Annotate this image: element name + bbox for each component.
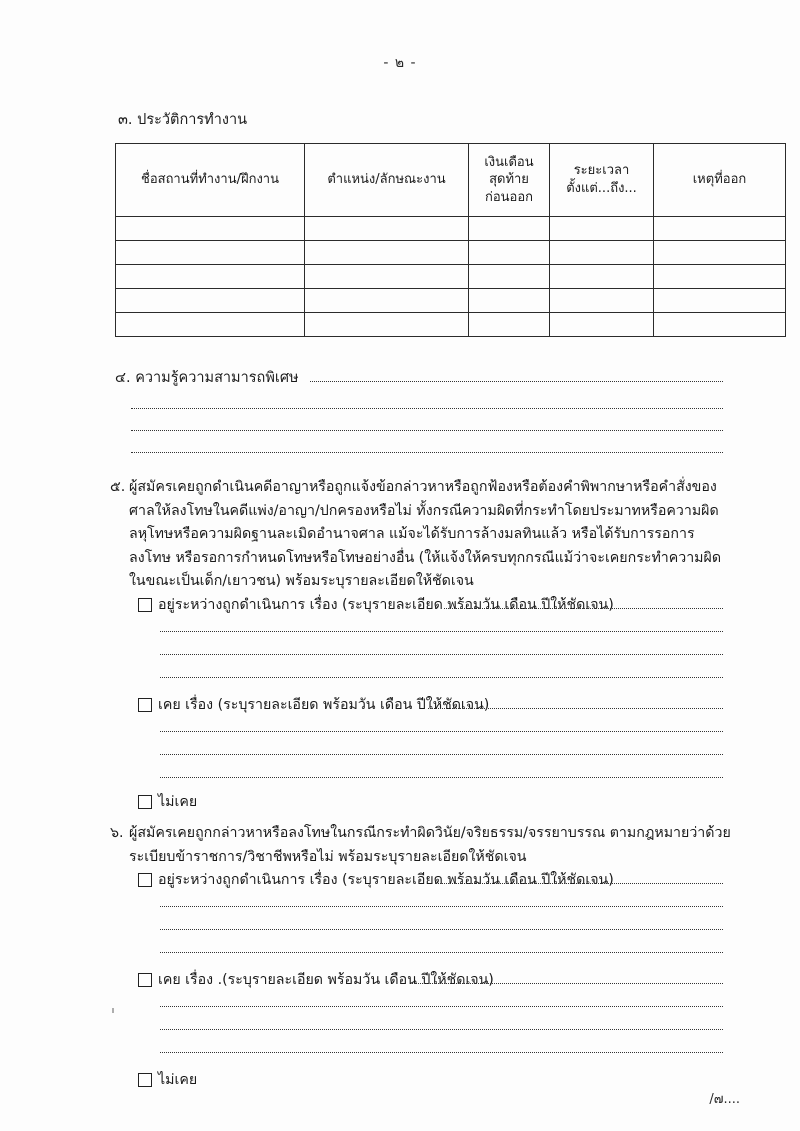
section-6-option-1-inline-dots[interactable] xyxy=(438,883,723,884)
cell-salary[interactable] xyxy=(469,289,550,313)
section-6-paragraph xyxy=(110,822,732,869)
cell-salary[interactable] xyxy=(469,217,550,241)
cell-position[interactable] xyxy=(305,217,469,241)
cell-place[interactable] xyxy=(116,289,305,313)
cell-period[interactable] xyxy=(550,313,654,337)
checkbox-icon[interactable] xyxy=(138,795,152,809)
cell-reason[interactable] xyxy=(654,265,786,289)
section-6-option-3[interactable] xyxy=(138,1069,197,1091)
cell-reason[interactable] xyxy=(654,313,786,337)
cell-place[interactable] xyxy=(116,313,305,337)
column-header-reason xyxy=(654,144,786,217)
work-history-table xyxy=(115,143,786,337)
section-6-option-3-label: ไม่เคย xyxy=(158,1072,198,1088)
section-5-option-3-label: ไม่เคย xyxy=(158,794,198,810)
section-6-option-2-line-2[interactable] xyxy=(160,1029,723,1030)
section-6-option-2[interactable] xyxy=(138,969,494,991)
section-6-option-2-line-1[interactable] xyxy=(160,1006,723,1007)
section-6-option-1[interactable] xyxy=(138,869,614,891)
cell-place[interactable] xyxy=(116,241,305,265)
cell-position[interactable] xyxy=(305,289,469,313)
table-row[interactable] xyxy=(116,313,786,337)
section-5-option-1-line-1[interactable] xyxy=(160,631,723,632)
section-5-option-1-line-2[interactable] xyxy=(160,654,723,655)
table-row[interactable] xyxy=(116,241,786,265)
table-row[interactable] xyxy=(116,265,786,289)
section-6-option-1-label: อยู่ระหว่างถูกดำเนินการ เรื่อง (ระบุรายละเอียด พร้อมวัน เดือน ปีให้ชัดเจน) xyxy=(158,872,614,888)
table-row[interactable] xyxy=(116,289,786,313)
column-header-period-line2: ตั้งแต่...ถึง... xyxy=(566,181,637,196)
column-header-position xyxy=(305,144,469,217)
cell-salary[interactable] xyxy=(469,313,550,337)
section-6-text: ผู้สมัครเคยถูกกล่าวหาหรือลงโทษในกรณีกระทำผิดวินัย/จริยธรรม/จรรยาบรรณ ตามกฎหมายว่าด้วยระเบียบข้าราชการ/วิชาชีพหรือไม่ พร้อมระบุรายละเอียดให้ชัดเจน xyxy=(129,825,731,865)
column-header-reason-line1: เหตุที่ออก xyxy=(692,172,747,188)
cell-reason[interactable] xyxy=(654,289,786,313)
column-header-salary xyxy=(469,144,550,217)
cell-position[interactable] xyxy=(305,313,469,337)
section-6-option-2-line-3[interactable] xyxy=(160,1052,723,1053)
section-6-option-2-inline-dots[interactable] xyxy=(412,983,723,984)
cell-period[interactable] xyxy=(550,217,654,241)
section-5-text: ผู้สมัครเคยถูกดำเนินคดีอาญาหรือถูกแจ้งข้อกล่าวหาหรือถูกฟ้องหรือต้องคำพิพากษาหรือคำสั่งของศาลให้ลงโทษในคดีแพ่ง/อาญา/ปกครองหรือไม่ ทั้งกรณีความผิดที่กระทำโดยประมาทหรือความผิดลหุโทษหรือความผิดฐานละเมิดอำนาจศาล แม้จะได้รับการล้างมลทินแล้ว หรือได้รับการรอการลงโทษ หรือรอการกำหนดโทษหรือโทษอย่างอื่น (ให้แจ้งให้ครบทุกกรณีแม้ว่าจะเคยกระทำความผิดในขณะเป็นเด็ก/เยาวชน) พร้อมระบุรายละเอียดให้ชัดเจน xyxy=(129,479,722,589)
work-history-table-body xyxy=(116,217,786,337)
section-5-number: ๕. xyxy=(110,479,126,495)
section-5-option-1-line-3[interactable] xyxy=(160,677,723,678)
section-6-option-1-line-2[interactable] xyxy=(160,929,723,930)
table-row[interactable] xyxy=(116,217,786,241)
section-5-option-2-inline-dots[interactable] xyxy=(428,708,723,709)
section-6-number: ๖. xyxy=(110,825,124,841)
footer-continuation-mark: /๗.... xyxy=(709,1092,740,1107)
section-6-option-1-line-1[interactable] xyxy=(160,906,723,907)
column-header-period-line1: ระยะเวลา xyxy=(573,163,630,179)
section-5-option-1-label: อยู่ระหว่างถูกดำเนินการ เรื่อง (ระบุรายละเอียด พร้อมวัน เดือน ปีให้ชัดเจน) xyxy=(158,597,614,613)
scan-artifact-speck xyxy=(112,1008,114,1013)
cell-period[interactable] xyxy=(550,241,654,265)
column-header-salary-line2: สุดท้าย xyxy=(489,172,529,188)
column-header-place-line1: ชื่อสถานที่ทำงาน/ฝึกงาน xyxy=(141,172,279,188)
cell-salary[interactable] xyxy=(469,241,550,265)
skills-fill-line-2[interactable] xyxy=(131,408,723,409)
checkbox-icon[interactable] xyxy=(138,973,152,987)
section-6-option-2-label: เคย เรื่อง .(ระบุรายละเอียด พร้อมวัน เดือน ปีให้ชัดเจน) xyxy=(158,972,494,988)
skills-fill-line-3[interactable] xyxy=(131,430,723,431)
skills-fill-line-4[interactable] xyxy=(131,452,723,453)
page-number: - ๒ - xyxy=(383,55,417,71)
table-header-row xyxy=(116,144,786,217)
section-5-option-2-line-1[interactable] xyxy=(160,731,723,732)
cell-position[interactable] xyxy=(305,265,469,289)
section-5-option-1[interactable] xyxy=(138,594,614,616)
checkbox-icon[interactable] xyxy=(138,873,152,887)
section-4-heading: ๔. ความรู้ความสามารถพิเศษ xyxy=(115,370,299,386)
column-header-period xyxy=(550,144,654,217)
section-5-paragraph xyxy=(110,476,732,594)
column-header-position-line1: ตำแหน่ง/ลักษณะงาน xyxy=(327,172,446,188)
section-5-option-3[interactable] xyxy=(138,791,197,813)
checkbox-icon[interactable] xyxy=(138,598,152,612)
section-5-option-2[interactable] xyxy=(138,694,489,716)
section-5-option-2-label: เคย เรื่อง (ระบุรายละเอียด พร้อมวัน เดือน ปีให้ชัดเจน) xyxy=(158,697,490,713)
cell-reason[interactable] xyxy=(654,241,786,265)
cell-place[interactable] xyxy=(116,217,305,241)
cell-period[interactable] xyxy=(550,289,654,313)
column-header-salary-line1: เงินเดือน xyxy=(484,154,534,170)
checkbox-icon[interactable] xyxy=(138,698,152,712)
cell-salary[interactable] xyxy=(469,265,550,289)
section-5-option-2-line-2[interactable] xyxy=(160,754,723,755)
section-6-option-1-line-3[interactable] xyxy=(160,952,723,953)
cell-place[interactable] xyxy=(116,265,305,289)
cell-period[interactable] xyxy=(550,265,654,289)
section-3-heading: ๓. ประวัติการทำงาน xyxy=(118,112,248,128)
checkbox-icon[interactable] xyxy=(138,1073,152,1087)
section-5-option-1-inline-dots[interactable] xyxy=(444,608,723,609)
column-header-place xyxy=(116,144,305,217)
skills-fill-line-1[interactable] xyxy=(310,381,723,382)
cell-reason[interactable] xyxy=(654,217,786,241)
section-5-option-2-line-3[interactable] xyxy=(160,777,723,778)
cell-position[interactable] xyxy=(305,241,469,265)
column-header-salary-line3: ก่อนออก xyxy=(484,189,534,205)
